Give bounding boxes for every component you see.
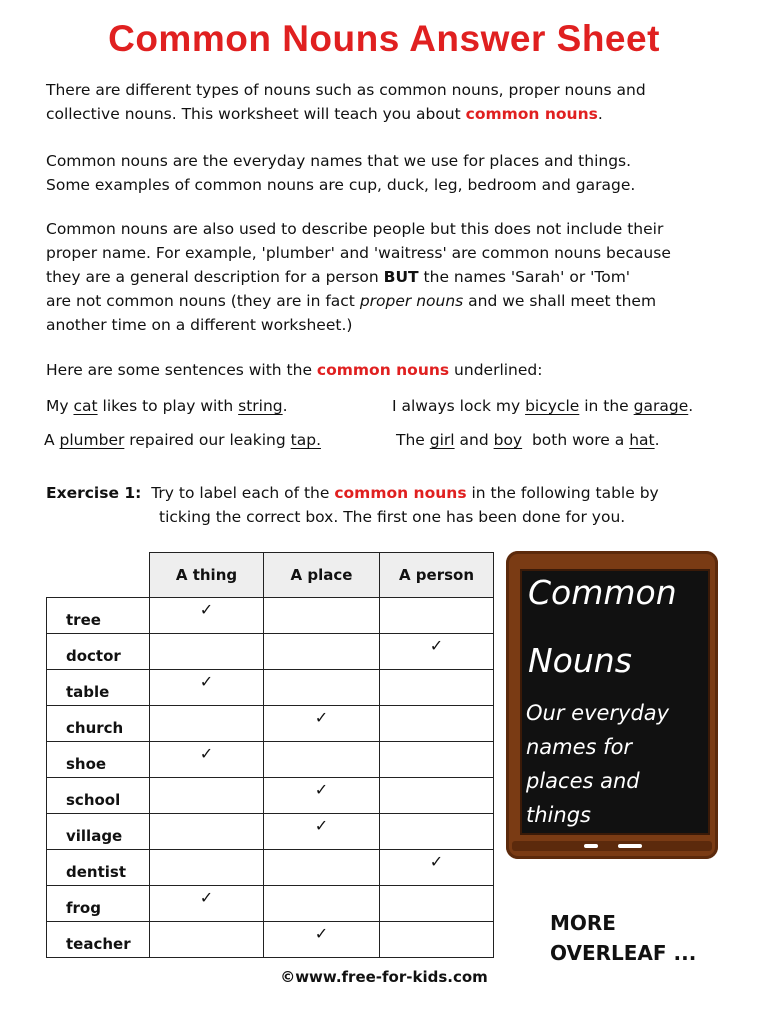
people-line-4-italic: proper nouns — [359, 292, 464, 310]
chalk-line-6: things — [526, 803, 591, 827]
footer-website: ©www.free-for-kids.com — [280, 968, 488, 986]
answer-cell[interactable] — [264, 598, 380, 634]
table-header-row — [47, 553, 494, 598]
table-row — [47, 670, 494, 706]
checkmark-icon: ✓ — [199, 672, 214, 691]
table-row — [47, 886, 494, 922]
checkmark-icon: ✓ — [314, 816, 329, 835]
answer-cell[interactable] — [380, 886, 494, 922]
examples-intro-highlight: common nouns — [316, 361, 450, 379]
page-title: Common Nouns Answer Sheet — [108, 18, 660, 59]
people-line-4-post: and we shall meet them — [463, 292, 657, 310]
chalk-line-1: Common — [528, 573, 677, 612]
more-overleaf-line-1: MORE — [550, 911, 616, 935]
noun-word: doctor — [47, 634, 150, 670]
answer-cell[interactable] — [150, 814, 264, 850]
checkmark-icon: ✓ — [199, 888, 214, 907]
s1-text-c: . — [282, 397, 288, 415]
definition-paragraph — [46, 149, 736, 197]
table-row — [47, 814, 494, 850]
s1-noun-1: cat — [73, 397, 98, 415]
noun-word: tree — [47, 598, 150, 634]
noun-word: shoe — [47, 742, 150, 778]
answer-cell[interactable] — [264, 850, 380, 886]
answer-cell[interactable] — [150, 886, 264, 922]
chalk-line-3: Our everyday — [526, 701, 670, 725]
answer-cell[interactable] — [380, 598, 494, 634]
table-row — [47, 850, 494, 886]
table-row — [47, 778, 494, 814]
examples-intro — [46, 358, 736, 382]
people-line-4-pre: are not common nouns (they are in fact — [46, 292, 360, 310]
intro-line-2-pre: collective nouns. This worksheet will teach you about — [46, 105, 466, 123]
noun-word: frog — [47, 886, 150, 922]
chalk-piece-icon — [584, 844, 598, 848]
answer-cell[interactable] — [380, 814, 494, 850]
answer-cell[interactable] — [264, 742, 380, 778]
answer-cell[interactable] — [380, 742, 494, 778]
answer-cell[interactable] — [380, 670, 494, 706]
table-row — [47, 634, 494, 670]
more-overleaf — [550, 908, 750, 968]
answer-cell[interactable] — [150, 922, 264, 958]
people-line-3-post: the names 'Sarah' or 'Tom' — [418, 268, 631, 286]
table-row — [47, 742, 494, 778]
table-row — [47, 706, 494, 742]
more-overleaf-line-2: OVERLEAF ... — [550, 941, 697, 965]
s4-noun-1: girl — [429, 431, 455, 449]
intro-line-2-post: . — [597, 105, 603, 123]
exercise-instructions — [46, 481, 659, 505]
s3-noun-1: plumber — [59, 431, 125, 449]
example-sentence-4 — [396, 428, 660, 452]
intro-paragraph — [46, 78, 736, 126]
answer-cell[interactable] — [264, 706, 380, 742]
answer-cell[interactable] — [150, 670, 264, 706]
s4-text-b: and — [454, 431, 494, 449]
s1-text-b: likes to play with — [97, 397, 239, 415]
s4-text-d: . — [654, 431, 660, 449]
checkmark-icon: ✓ — [429, 852, 444, 871]
s2-text-a: I always lock my — [392, 397, 526, 415]
people-line-3-pre: they are a general description for a person — [46, 268, 384, 286]
nouns-table-body — [47, 598, 494, 958]
noun-word: dentist — [47, 850, 150, 886]
checkmark-icon: ✓ — [199, 744, 214, 763]
chalk-line-5: places and — [526, 769, 640, 793]
answer-cell[interactable] — [264, 814, 380, 850]
answer-cell[interactable] — [264, 886, 380, 922]
people-line-2: proper name. For example, 'plumber' and 'waitress' are common nouns because — [46, 244, 671, 262]
answer-cell[interactable] — [380, 778, 494, 814]
people-line-3-bold: BUT — [383, 268, 419, 286]
noun-word: church — [47, 706, 150, 742]
exercise-label: Exercise 1: — [46, 484, 142, 502]
intro-highlight: common nouns — [465, 105, 598, 123]
s4-text-a: The — [396, 431, 430, 449]
answer-cell[interactable] — [150, 598, 264, 634]
header-a-place: A place — [264, 553, 380, 598]
chalk-line-2: Nouns — [528, 641, 632, 680]
examples-intro-pre: Here are some sentences with the — [46, 361, 317, 379]
s2-text-c: . — [688, 397, 694, 415]
s2-noun-2: garage — [633, 397, 689, 415]
people-paragraph — [46, 217, 736, 337]
s4-noun-2: boy — [493, 431, 523, 449]
noun-word: school — [47, 778, 150, 814]
table-row — [47, 598, 494, 634]
checkmark-icon: ✓ — [314, 924, 329, 943]
noun-word: teacher — [47, 922, 150, 958]
exercise-pre: Try to label each of the — [151, 484, 335, 502]
chalkboard-ledge — [512, 841, 712, 851]
answer-cell[interactable] — [380, 922, 494, 958]
chalk-piece-icon — [618, 844, 642, 848]
examples-intro-post: underlined: — [449, 361, 543, 379]
answer-cell[interactable] — [150, 742, 264, 778]
exercise-instructions-line-2: ticking the correct box. The first one has been done for you. — [159, 508, 626, 526]
answer-cell[interactable] — [264, 922, 380, 958]
definition-line-2: Some examples of common nouns are cup, duck, leg, bedroom and garage. — [46, 176, 636, 194]
answer-cell[interactable] — [150, 634, 264, 670]
checkmark-icon: ✓ — [429, 636, 444, 655]
answer-cell[interactable] — [380, 850, 494, 886]
answer-cell[interactable] — [264, 634, 380, 670]
answer-cell[interactable] — [380, 706, 494, 742]
s1-noun-2: string — [238, 397, 283, 415]
answer-cell[interactable] — [150, 706, 264, 742]
example-sentence-3 — [44, 428, 321, 452]
s1-text-a: My — [46, 397, 74, 415]
answer-cell[interactable] — [150, 850, 264, 886]
example-sentence-1 — [46, 394, 288, 418]
checkmark-icon: ✓ — [314, 708, 329, 727]
s3-text-b: repaired our leaking — [124, 431, 291, 449]
s3-text-a: A — [44, 431, 60, 449]
people-line-5: another time on a different worksheet.) — [46, 316, 353, 334]
answer-cell[interactable] — [380, 634, 494, 670]
s2-text-b: in the — [579, 397, 634, 415]
s2-noun-1: bicycle — [525, 397, 580, 415]
chalkboard — [506, 551, 718, 859]
s3-noun-2: tap. — [290, 431, 321, 449]
answer-cell[interactable] — [150, 778, 264, 814]
people-line-1: Common nouns are also used to describe people but this does not include their — [46, 220, 664, 238]
nouns-table — [46, 552, 494, 958]
exercise-highlight: common nouns — [334, 484, 467, 502]
intro-line-1: There are different types of nouns such as common nouns, proper nouns and — [46, 81, 646, 99]
definition-line-1: Common nouns are the everyday names that we use for places and things. — [46, 152, 632, 170]
chalk-line-4: names for — [526, 735, 633, 759]
table-corner-cell — [47, 553, 150, 598]
header-a-thing: A thing — [150, 553, 264, 598]
answer-cell[interactable] — [264, 778, 380, 814]
table-row — [47, 922, 494, 958]
noun-word: table — [47, 670, 150, 706]
header-a-person: A person — [380, 553, 494, 598]
checkmark-icon: ✓ — [199, 600, 214, 619]
answer-cell[interactable] — [264, 670, 380, 706]
noun-word: village — [47, 814, 150, 850]
s4-noun-3: hat — [629, 431, 655, 449]
s4-text-c: both wore a — [522, 431, 630, 449]
example-sentence-2 — [392, 394, 693, 418]
checkmark-icon: ✓ — [314, 780, 329, 799]
exercise-post: in the following table by — [466, 484, 659, 502]
